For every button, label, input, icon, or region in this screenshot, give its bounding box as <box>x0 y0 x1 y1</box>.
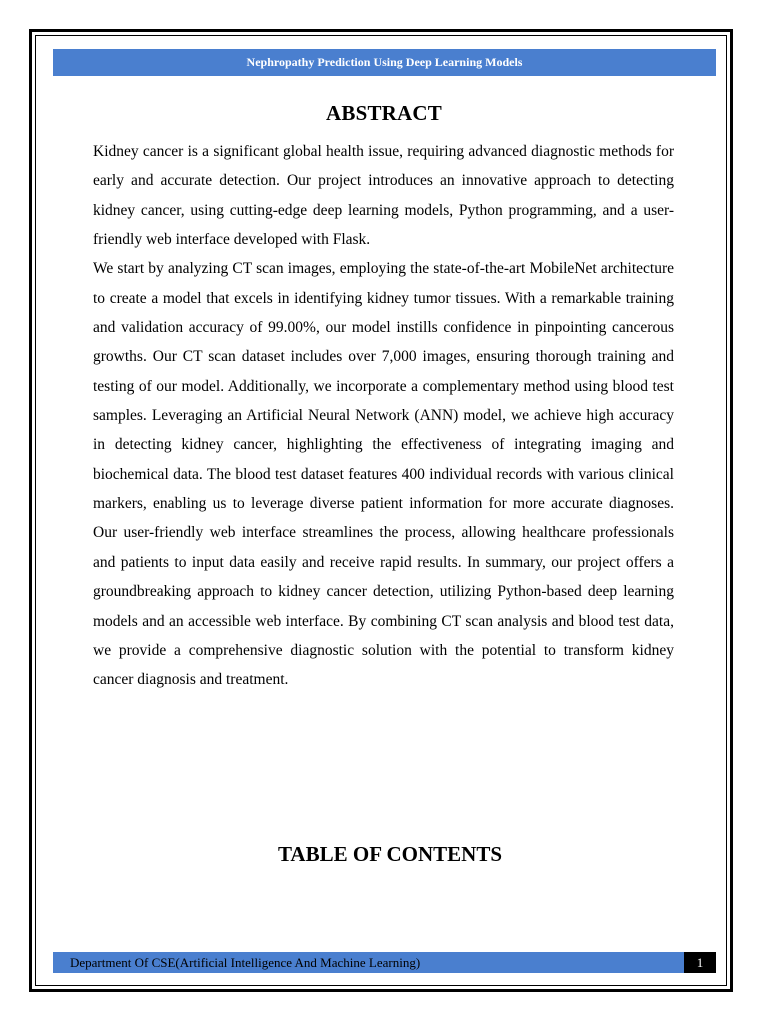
running-header <box>53 49 716 76</box>
abstract-heading: ABSTRACT <box>326 101 442 125</box>
abstract-body <box>93 137 674 695</box>
abstract-paragraph: We start by analyzing CT scan images, employing the state-of-the-art MobileNet architecture to create a model that excels in identifying kidney tumor tissues. With a remarkable training and validation accuracy of 99.00%, our model instills confidence in pinpointing cancerous growths. Our CT scan dataset includes over 7,000 images, ensuring thorough training and testing of our model. Additionally, we incorporate a complementary method using blood test samples. Leveraging an Artificial Neural Network (ANN) model, we achieve high accuracy in detecting kidney cancer, highlighting the effectiveness of integrating imaging and biochemical data. The blood test dataset features 400 individual records with various clinical markers, enabling us to leverage diverse patient information for more accurate diagnoses. Our user-friendly web interface streamlines the process, allowing healthcare professionals and patients to input data easily and receive rapid results. In summary, our project offers a groundbreaking approach to kidney cancer detection, utilizing Python-based deep learning models and an accessible web interface. By combining CT scan analysis and blood test data, we provide a comprehensive diagnostic solution with the potential to transform kidney cancer diagnosis and treatment. <box>93 260 674 689</box>
toc-heading: TABLE OF CONTENTS <box>277 842 503 866</box>
footer-department: Department Of CSE(Artificial Intelligence And Machine Learning) <box>70 955 421 970</box>
header-title: Nephropathy Prediction Using Deep Learning Models <box>246 55 523 69</box>
abstract-paragraph: Kidney cancer is a significant global health issue, requiring advanced diagnostic methods for early and accurate detection. Our project introduces an innovative approach to detecting kidney cancer, using cutting-edge deep learning models, Python programming, and a user-friendly web interface developed with Flask. <box>93 143 674 249</box>
running-footer <box>53 952 716 973</box>
page-number: 1 <box>684 952 716 973</box>
